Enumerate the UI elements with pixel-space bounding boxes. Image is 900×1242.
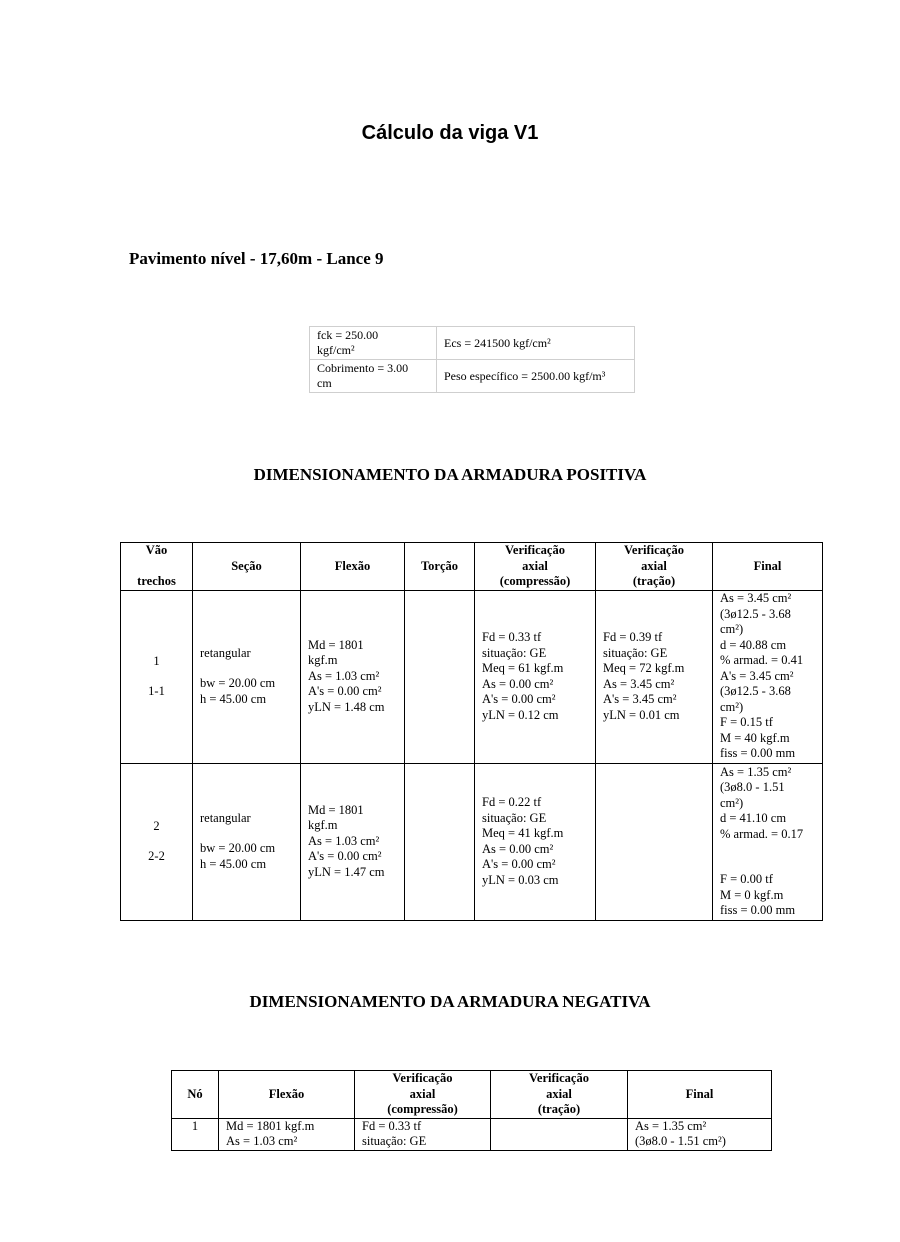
flexao-cell: Md = 1801 kgf.m As = 1.03 cm² A's = 0.00 cm² yLN = 1.48 cm — [301, 590, 405, 763]
final-cell: As = 1.35 cm² (3ø8.0 - 1.51 cm²) — [628, 1118, 772, 1150]
table-header-row — [121, 543, 823, 591]
verificacao-compressao-cell: Fd = 0.33 tf situação: GE Meq = 61 kgf.m As = 0.00 cm² A's = 0.00 cm² yLN = 0.12 cm — [475, 590, 596, 763]
secao-cell: retangular bw = 20.00 cm h = 45.00 cm — [193, 763, 301, 920]
flexao-cell: Md = 1801 kgf.m As = 1.03 cm² — [219, 1118, 355, 1150]
header-verificacao-compressao: Verificação axial (compressão) — [475, 543, 596, 591]
torcao-cell — [405, 763, 475, 920]
no-cell: 1 — [172, 1118, 219, 1150]
table-row — [172, 1118, 772, 1150]
table-row — [310, 327, 635, 360]
header-verificacao-compressao: Verificação axial (compressão) — [355, 1071, 491, 1119]
vao-cell: 2 2-2 — [121, 763, 193, 920]
fck-cell — [310, 327, 437, 360]
header-flexao: Flexão — [301, 543, 405, 591]
verificacao-compressao-cell: Fd = 0.33 tf situação: GE — [355, 1118, 491, 1150]
header-torcao: Torção — [405, 543, 475, 591]
cobrimento-cell — [310, 360, 437, 393]
header-secao: Seção — [193, 543, 301, 591]
header-flexao: Flexão — [219, 1071, 355, 1119]
table-header-row — [172, 1071, 772, 1119]
header-no: Nó — [172, 1071, 219, 1119]
verificacao-tracao-cell — [596, 763, 713, 920]
final-cell: As = 3.45 cm² (3ø12.5 - 3.68 cm²) d = 40.88 cm % armad. = 0.41 A's = 3.45 cm² (3ø12.5 - 3.68 cm²) F = 0.15 tf M = 40 kgf.m fiss = 0.00 mm — [713, 590, 823, 763]
ecs-cell: Ecs = 241500 kgf/cm² — [437, 327, 635, 360]
floor-level-subtitle: Pavimento nível - 17,60m - Lance 9 — [129, 249, 384, 268]
flexao-cell: Md = 1801 kgf.m As = 1.03 cm² A's = 0.00 cm² yLN = 1.47 cm — [301, 763, 405, 920]
negative-section-title: DIMENSIONAMENTO DA ARMADURA NEGATIVA — [249, 992, 651, 1011]
vao-cell: 1 1-1 — [121, 590, 193, 763]
verificacao-tracao-cell: Fd = 0.39 tf situação: GE Meq = 72 kgf.m As = 3.45 cm² A's = 3.45 cm² yLN = 0.01 cm — [596, 590, 713, 763]
positive-reinforcement-table — [120, 542, 823, 921]
verificacao-compressao-cell: Fd = 0.22 tf situação: GE Meq = 41 kgf.m As = 0.00 cm² A's = 0.00 cm² yLN = 0.03 cm — [475, 763, 596, 920]
header-final: Final — [628, 1071, 772, 1119]
fck-value: fck = 250.00 — [317, 328, 379, 342]
table-row — [310, 360, 635, 393]
negative-reinforcement-table — [171, 1070, 772, 1151]
header-verificacao-tracao: Verificação axial (tração) — [596, 543, 713, 591]
page-title: Cálculo da viga V1 — [361, 122, 539, 144]
table-row — [121, 590, 823, 763]
verificacao-tracao-cell — [491, 1118, 628, 1150]
header-verificacao-tracao: Verificação axial (tração) — [491, 1071, 628, 1119]
peso-especifico-cell: Peso específico = 2500.00 kgf/m³ — [437, 360, 635, 393]
header-vao: Vão trechos — [121, 543, 193, 591]
torcao-cell — [405, 590, 475, 763]
cobrimento-unit: cm — [317, 376, 332, 390]
final-cell: As = 1.35 cm² (3ø8.0 - 1.51 cm²) d = 41.10 cm % armad. = 0.17 F = 0.00 tf M = 0 kgf.m fiss = 0.00 mm — [713, 763, 823, 920]
header-final: Final — [713, 543, 823, 591]
fck-unit: kgf/cm² — [317, 343, 355, 357]
material-properties-table — [309, 326, 635, 393]
positive-section-title: DIMENSIONAMENTO DA ARMADURA POSITIVA — [253, 465, 647, 484]
cobrimento-value: Cobrimento = 3.00 — [317, 361, 409, 375]
table-row — [121, 763, 823, 920]
secao-cell: retangular bw = 20.00 cm h = 45.00 cm — [193, 590, 301, 763]
